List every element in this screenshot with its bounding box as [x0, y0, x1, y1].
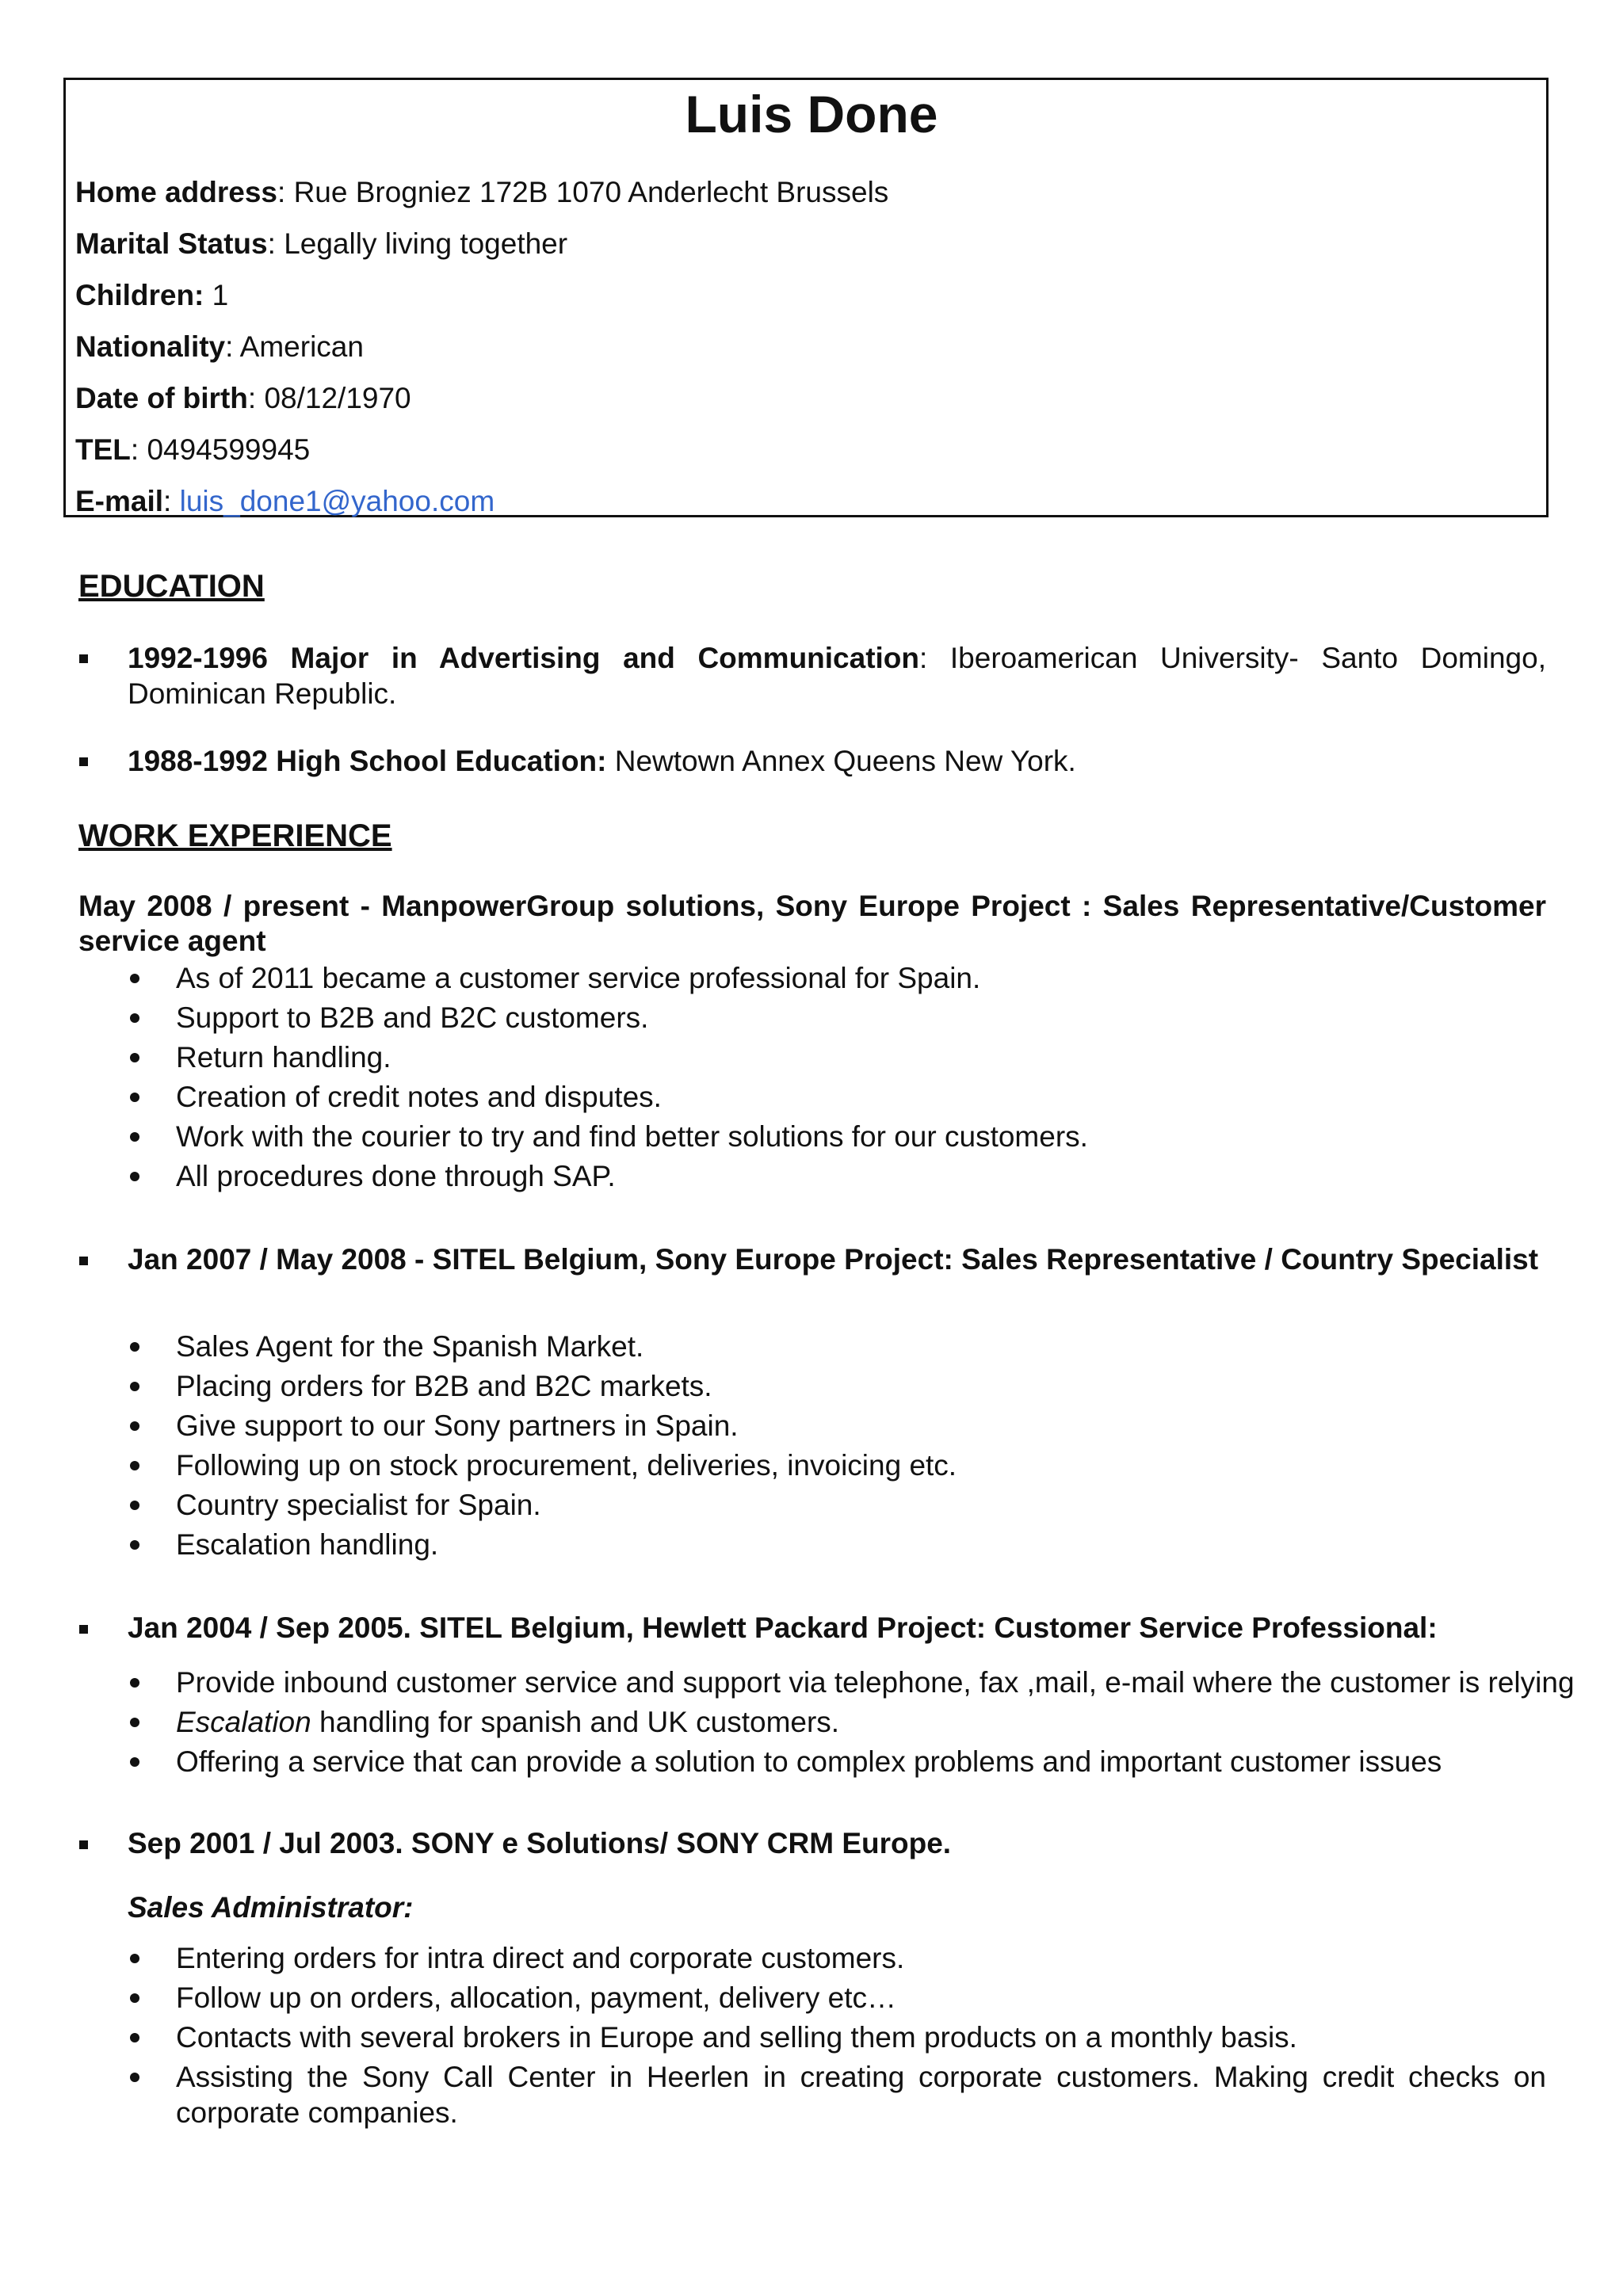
job-duty: Placing orders for B2B and B2C markets. [176, 1370, 712, 1402]
bullet-dot-icon [130, 1678, 139, 1688]
job-duty: Work with the courier to try and find better solutions for our customers. [176, 1120, 1088, 1153]
job-duty: Support to B2B and B2C customers. [176, 1001, 649, 1034]
job-duty: Sales Agent for the Spanish Market. [176, 1330, 644, 1363]
date-of-birth-line: Date of birth: 08/12/1970 [75, 382, 411, 414]
education-item: 1988-1992 High School Education: Newtown Annex Queens New York. [128, 745, 1076, 777]
job-duty: Following up on stock procurement, deliveries, invoicing etc. [176, 1449, 957, 1482]
job-heading: Sep 2001 / Jul 2003. SONY e Solutions/ SONY CRM Europe. [128, 1827, 952, 1859]
bullet-dot-icon [130, 1172, 139, 1181]
job-duty: As of 2011 became a customer service professional for Spain. [176, 962, 981, 994]
field-label: E-mail [75, 485, 164, 517]
square-bullet-icon [79, 1257, 88, 1265]
job-role: Sales Administrator: [128, 1891, 414, 1924]
job-duty: Assisting the Sony Call Center in Heerlen in creating corporate customers. Making credit checks on corporate companies. [176, 2061, 1546, 2129]
children-line [75, 276, 228, 315]
job-duty: Return handling. [176, 1041, 391, 1074]
square-bullet-icon [79, 1625, 88, 1634]
bullet-dot-icon [130, 2033, 139, 2042]
job-duty: Creation of credit notes and disputes. [176, 1081, 662, 1113]
bullet-dot-icon [130, 1993, 139, 2003]
nationality-line: Nationality: American [75, 330, 364, 363]
job-duty: Escalation handling. [176, 1528, 439, 1561]
bullet-dot-icon [130, 1382, 139, 1391]
job-duty: All procedures done through SAP. [176, 1160, 616, 1192]
field-value: Legally living together [284, 227, 568, 260]
field-value: Rue Brogniez 172B 1070 Anderlecht Brussels [293, 176, 889, 208]
job-duty: Contacts with several brokers in Europe and selling them products on a monthly basis. [176, 2021, 1297, 2054]
bullet-dot-icon [130, 1421, 139, 1431]
bullet-dot-icon [130, 1757, 139, 1767]
bullet-dot-icon [130, 1718, 139, 1727]
email-line: E-mail: luis_done1@yahoo.com [75, 485, 495, 517]
job-duty: Follow up on orders, allocation, payment, delivery etc… [176, 1981, 896, 2014]
job-duty: Give support to our Sony partners in Spain. [176, 1409, 739, 1442]
bullet-dot-icon [130, 1540, 139, 1550]
bullet-dot-icon [130, 974, 139, 983]
job-duty: Offering a service that can provide a solution to complex problems and important customer issues [176, 1745, 1442, 1778]
bullet-dot-icon [130, 1132, 139, 1142]
field-value: American [239, 330, 364, 363]
education-heading: EDUCATION [78, 569, 265, 604]
home-address-line: Home address: Rue Brogniez 172B 1070 Anderlecht Brussels [75, 176, 889, 208]
job-heading: Jan 2007 / May 2008 - SITEL Belgium, Sony Europe Project: Sales Representative / Country Specialist [128, 1243, 1539, 1276]
email-link[interactable]: luis_done1@yahoo.com [179, 485, 495, 517]
bullet-dot-icon [130, 1093, 139, 1102]
job-duty: Escalation handling for spanish and UK customers. [176, 1706, 840, 1738]
telephone-line: TEL: 0494599945 [75, 433, 311, 466]
work-experience-heading: WORK EXPERIENCE [78, 818, 392, 853]
field-value: 08/12/1970 [264, 382, 411, 414]
field-label: Children: [75, 279, 204, 311]
job-heading: Jan 2004 / Sep 2005. SITEL Belgium, Hewlett Packard Project: Customer Service Professional: [128, 1611, 1438, 1644]
marital-status-line: Marital Status: Legally living together [75, 227, 568, 260]
bullet-dot-icon [130, 1013, 139, 1023]
job-duty: Provide inbound customer service and support via telephone, fax ,mail, e-mail where the customer is relying [176, 1666, 1575, 1699]
bullet-dot-icon [130, 1342, 139, 1352]
field-label: TEL [75, 433, 131, 466]
job-duty: Entering orders for intra direct and corporate customers. [176, 1942, 905, 1974]
bullet-dot-icon [130, 1501, 139, 1510]
candidate-name: Luis Done [685, 85, 938, 143]
field-value: 0494599945 [147, 433, 311, 466]
bullet-dot-icon [130, 2073, 139, 2082]
field-value: 1 [212, 279, 229, 311]
emphasis: Escalation [176, 1706, 311, 1738]
field-label: Home address [75, 176, 277, 208]
field-label: Marital Status [75, 227, 268, 260]
square-bullet-icon [79, 1840, 88, 1849]
job-heading: May 2008 / present - ManpowerGroup solutions, Sony Europe Project : Sales Representative/Customer service agent [78, 890, 1546, 957]
field-label: Nationality [75, 330, 226, 363]
bullet-dot-icon [130, 1954, 139, 1963]
square-bullet-icon [79, 757, 88, 766]
square-bullet-icon [79, 654, 88, 663]
bullet-dot-icon [130, 1461, 139, 1470]
field-label: Date of birth [75, 382, 248, 414]
job-duty: Country specialist for Spain. [176, 1489, 541, 1521]
education-item: 1992-1996 Major in Advertising and Communication: Iberoamerican University- Santo Domingo, Dominican Republic. [128, 642, 1546, 710]
bullet-dot-icon [130, 1053, 139, 1062]
